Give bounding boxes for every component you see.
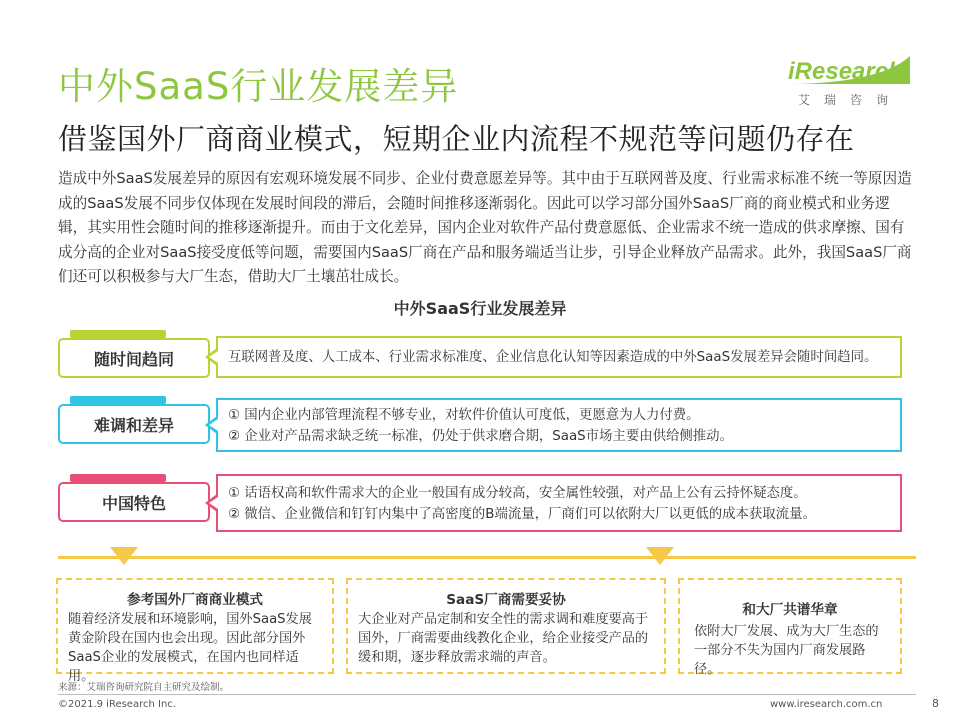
footer-website: www.iresearch.com.cn — [770, 699, 883, 710]
page-title: 中外SaaS行业发展差异 — [58, 65, 459, 108]
row-hard-arrow-inner — [209, 419, 218, 431]
footer-copyright: ©2021.9 iResearch Inc. — [58, 699, 176, 710]
row-converge-desc — [216, 336, 902, 378]
card-compromise-body: 大企业对产品定制和安全性的需求调和难度要高于国外，厂商需要曲线教化企业，给企业接受产品的缓和期，逐步释放需求端的声音。 — [358, 612, 649, 665]
row-hard-label: 难调和差异 — [58, 404, 210, 444]
intro-paragraph: 造成中外SaaS发展差异的原因有宏观环境发展不同步、企业付费意愿差异等。其中由于互联网普及度、行业需求标准不统一等原因造成的SaaS发展不同步仅体现在发展时间段的滞后，会随时间推移逐渐弱化。因此可以学习部分国外SaaS厂商的商业模式和业务逻辑，其实用性会随时间的推移逐渐提升。而由于文化差异，国内企业对软件产品付费意愿低、企业需求不统一造成的供求摩擦、国有成分高的企业对SaaS接受度低等问题，需要国内SaaS厂商在产品和服务端适当让步，引导企业释放产品需求。此外，我国SaaS厂商们还可以积极参与大厂生态，借助大厂土壤茁壮成长。 — [58, 170, 912, 286]
down-arrow-icon — [646, 547, 674, 565]
down-arrow-icon — [110, 547, 138, 565]
page-subtitle: 借鉴国外厂商商业模式，短期企业内流程不规范等问题仍存在 — [58, 122, 855, 156]
row-china-cap — [70, 474, 166, 482]
card-compromise-title: SaaS厂商需要妥协 — [446, 592, 566, 608]
card-bigtech-body: 依附大厂发展、成为大厂生态的一部分不失为国内厂商发展路径。 — [694, 624, 879, 677]
card-reference-model — [56, 578, 334, 684]
iresearch-logo — [778, 52, 912, 108]
row-converge-label: 随时间趋同 — [58, 338, 210, 378]
row-hard-line-2: ② 企业对产品需求缺乏统一标准，仍处于供求磨合期，SaaS市场主要由供给侧推动。 — [228, 429, 733, 444]
row-china-label: 中国特色 — [58, 482, 210, 522]
footer-divider — [58, 694, 916, 695]
yellow-divider — [58, 556, 916, 559]
row-converge-line: 互联网普及度、人工成本、行业需求标准度、企业信息化认知等因素造成的中外SaaS发展差异会随时间趋同。 — [228, 350, 878, 365]
card-reference-body: 随着经济发展和环境影响，国外SaaS发展黄金阶段在国内也会出现。因此部分国外SaaS企业的发展模式，在国内也同样适用。 — [68, 612, 312, 684]
row-converge-arrow-inner — [209, 351, 218, 363]
row-china-desc — [216, 474, 902, 532]
row-hard-line-1: ① 国内企业内部管理流程不够专业，对软件价值认可度低，更愿意为人力付费。 — [228, 408, 700, 423]
card-reference-title: 参考国外厂商商业模式 — [127, 592, 263, 608]
card-bigtech-title: 和大厂共谱华章 — [742, 602, 838, 618]
row-china-line-2: ② 微信、企业微信和钉钉内集中了高密度的B端流量，厂商们可以依附大厂以更低的成本获取流量。 — [228, 507, 816, 522]
row-china-arrow-inner — [209, 497, 218, 509]
source-note: 来源：艾瑞咨询研究院自主研究及绘制。 — [58, 682, 230, 693]
row-hard-desc — [216, 398, 902, 452]
row-converge-cap — [70, 330, 166, 338]
card-big-tech — [678, 578, 902, 677]
logo-cn-text: 艾瑞咨询 — [798, 93, 903, 107]
page-number: 8 — [932, 697, 939, 710]
diagram-title: 中外SaaS行业发展差异 — [393, 299, 567, 318]
card-compromise — [346, 578, 666, 674]
row-china-line-1: ① 话语权高和软件需求大的企业一般国有成分较高，安全属性较强，对产品上公有云持怀疑态度。 — [228, 486, 807, 501]
logo-brand-text: iResearch — [788, 58, 903, 85]
row-hard-cap — [70, 396, 166, 404]
